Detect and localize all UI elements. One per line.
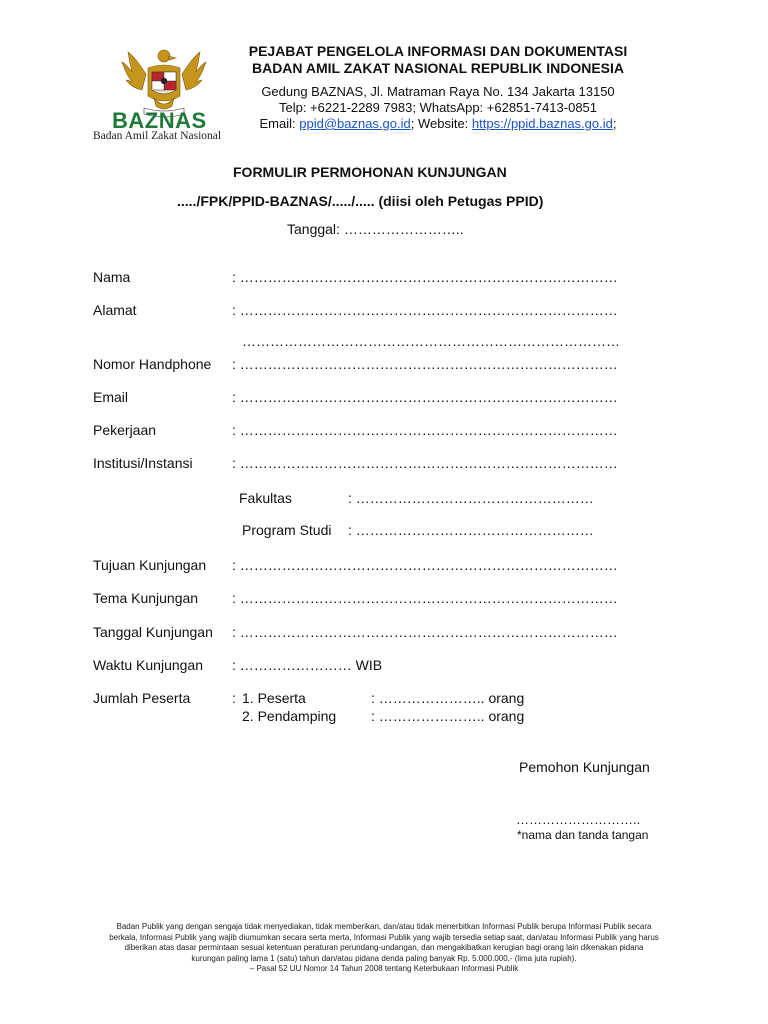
header-contact	[228, 116, 648, 131]
label-pendamping: 2. Pendamping	[242, 708, 337, 724]
footer-line: diberikan atas dasar permintaan sesuai ketentuan peraturan perundang-undangan, dan mengakibatkan kerugian bagi orang lain dikenakan pidana	[124, 943, 644, 952]
label-nama: Nama	[93, 269, 131, 285]
field-program-studi[interactable]: : ……………………………………………	[348, 522, 594, 538]
label-peserta: 1. Peserta	[242, 690, 306, 706]
field-nomor-handphone[interactable]: : ………………………………………………………………………	[232, 356, 618, 372]
field-email[interactable]: : ………………………………………………………………………	[232, 389, 618, 405]
label-alamat: Alamat	[93, 302, 137, 318]
label-tujuan: Tujuan Kunjungan	[93, 557, 207, 573]
field-tanggal-kunjungan[interactable]: : ………………………………………………………………………	[232, 624, 618, 640]
field-tema[interactable]: : ………………………………………………………………………	[232, 590, 618, 606]
field-pekerjaan[interactable]: : ………………………………………………………………………	[232, 422, 618, 438]
header-phone: Telp: +6221-2289 7983; WhatsApp: +62851-7413-0851	[278, 100, 598, 115]
signature-note: *nama dan tanda tangan	[517, 828, 649, 842]
field-institusi[interactable]: : ………………………………………………………………………	[232, 455, 618, 471]
label-pekerjaan: Pekerjaan	[93, 422, 157, 438]
label-jumlah: Jumlah Peserta	[93, 690, 191, 706]
field-tujuan[interactable]: : ………………………………………………………………………	[232, 557, 618, 573]
label-tanggal-kunjungan: Tanggal Kunjungan	[93, 624, 213, 640]
label-email: Email	[93, 389, 129, 405]
label-institusi: Institusi/Instansi	[93, 455, 193, 471]
website-label: ; Website:	[410, 116, 472, 131]
jumlah-prefix: :	[232, 690, 236, 706]
header-address: Gedung BAZNAS, Jl. Matraman Raya No. 134 Jakarta 13150	[261, 84, 615, 99]
website-link[interactable]: https://ppid.baznas.go.id	[471, 116, 613, 131]
label-waktu: Waktu Kunjungan	[93, 657, 203, 673]
field-fakultas[interactable]: : ……………………………………………	[348, 490, 594, 506]
field-waktu[interactable]: : …………………… WIB	[232, 657, 383, 673]
footer-line: kurungan paling lama 1 (satu) tahun dan/atau pidana denda paling banyak Rp. 5.000.000,- (lima juta rupiah).	[191, 953, 577, 963]
form-title: FORMULIR PERMOHONAN KUNJUNGAN	[233, 164, 507, 180]
field-alamat[interactable]: : ………………………………………………………………………	[232, 302, 618, 318]
email-label: Email:	[259, 116, 300, 131]
brand-subtitle: Badan Amil Zakat Nasional	[93, 130, 222, 142]
email-link[interactable]: ppid@baznas.go.id	[299, 116, 411, 131]
label-nomor-handphone: Nomor Handphone	[93, 356, 212, 372]
signature-label: Pemohon Kunjungan	[519, 759, 650, 775]
label-fakultas: Fakultas	[239, 490, 292, 506]
footer-citation: – Pasal 52 UU Nomor 14 Tahun 2008 tentang Keterbukaan Informasi Publik	[249, 964, 519, 973]
form-date: Tanggal: ……………………..	[287, 221, 464, 237]
header-title-line2: BADAN AMIL ZAKAT NASIONAL REPUBLIK INDONESIA	[251, 60, 625, 76]
field-peserta[interactable]: : ………………….. orang	[371, 690, 525, 706]
footer-line: berkala, Informasi Publik yang wajib diumumkan secara serta merta, Informasi Publik yang wajib tersedia setiap saat, dan/atau Informasi Publik yang harus	[109, 932, 659, 942]
label-program-studi: Program Studi	[242, 522, 332, 538]
footer-line: Badan Publik yang dengan sengaja tidak menyediakan, tidak memberikan, dan/atau tidak menerbitkan Informasi Publik berupa Informasi Publik secara	[116, 922, 652, 931]
signature-line[interactable]: ………………………..	[516, 812, 641, 827]
form-number: ...../FPK/PPID-BAZNAS/...../..... (diisi oleh Petugas PPID)	[177, 193, 544, 209]
field-nama[interactable]: : ………………………………………………………………………	[232, 269, 618, 285]
brand-name: BAZNAS	[112, 108, 207, 133]
header-title-line1: PEJABAT PENGELOLA INFORMASI DAN DOKUMENTASI	[248, 43, 628, 59]
contact-trailing: ;	[612, 116, 617, 131]
field-alamat-line2[interactable]: ………………………………………………………………………	[242, 333, 620, 349]
label-tema: Tema Kunjungan	[93, 590, 199, 606]
field-pendamping[interactable]: : ………………….. orang	[371, 708, 525, 724]
legal-footer	[70, 922, 698, 975]
